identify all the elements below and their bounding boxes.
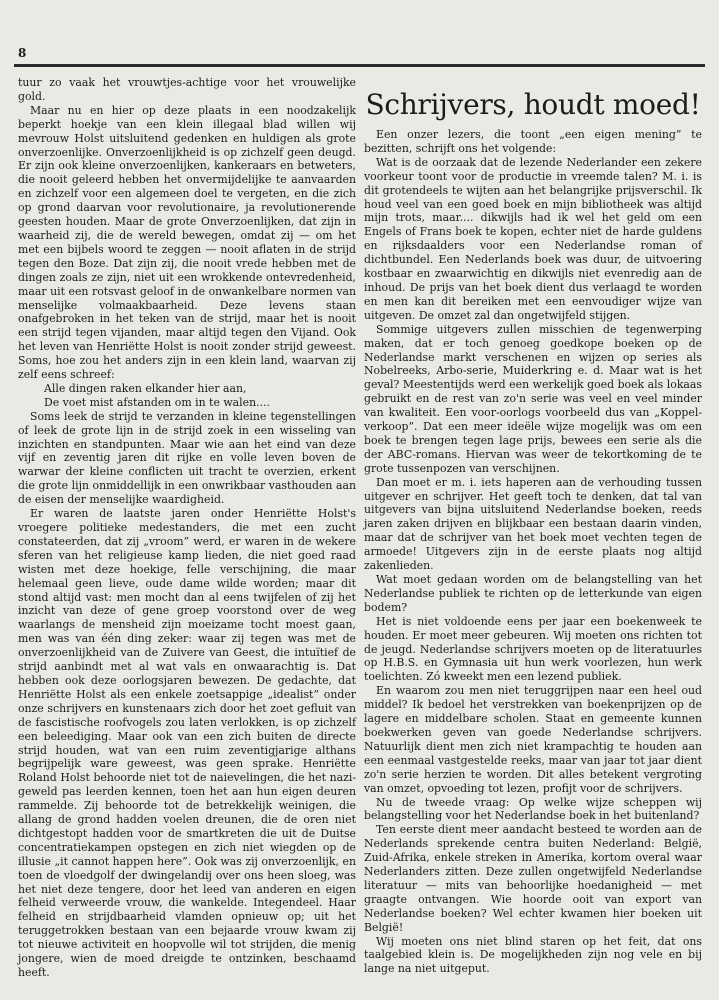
left-column: [18, 76, 356, 980]
article-paragraph: Wat is de oorzaak dat de lezende Nederlander een zekere voorkeur toont voor de productie in vreemde talen? M. i. is dit grotendeels te wijten aan het belangrijke prijsverschil. Ik houd veel van een goed boek en mijn bibliotheek was altijd mijn trots, maar.... dikwijls had ik wel het geld om een Engels of Frans boek te kopen, echter niet de harde guldens en rijksdaalders voor een Nederlandse roman of dichtbundel. Een Nederlands boek was duur, de uitvoering kostbaar en zwaarwichtig en dikwijls niet evenredig aan de inhoud. De prijs van het boek dient dus verlaagd te worden en men kan dit bereiken met een eenvoudiger wijze van uitgeven. De omzet zal dan ongetwijfeld stijgen.: [364, 155, 702, 322]
article-paragraph: Het is niet voldoende eens per jaar een boekenweek te houden. Er moet meer gebeuren. Wij moeten ons richten tot de jeugd. Nederlandse schrijvers moeten op de literatuurles op H.B.S. en Gymnasia uit hun werk voorlezen, hun werk toelichten. Zó kweekt men een lezend publiek.: [364, 614, 702, 684]
article-paragraph: Soms leek de strijd te verzanden in kleine tegenstellingen of leek de grote lijn in de strijd zoek in een wisseling van inzichten en standpunten. Maar wie aan het eind van deze vijf en zeventig jaren dit rijke en volle leven boven de warwar der kleine conflicten uit tracht te overzien, erkent die grote lijn onmiddellijk in een onwrikbaar vasthouden aan de eisen der menselijke waardigheid.: [18, 409, 356, 507]
article-paragraph: Maar nu en hier op deze plaats in een noodzakelijk beperkt hoekje van een klein illegaal blad willen wij mevrouw Holst uitsluitend gedenken en huldigen als grote onverzoenlijke. Onverzoenlijkheid is op zichzelf geen deugd. Er zijn ook kleine onverzoenlijken, kankeraars en betweters, die nooit geleerd hebben het onvermijdelijke te aanvaarden en zichzelf voor een algemeen doel te vergeten, en die zich op grond daarvan voor revolutionaire, ja revolutionerende geesten houden. Maar de grote Onverzoenlijken, dat zijn in waarheid zij, die de wereld bewegen, omdat zij — om het met een bijbels woord te zeggen — nooit aflaten in de strijd tegen den Boze. Dat zijn zij, die nooit vrede hebben met de dingen zoals ze zijn, niet uit een wrokkende ontevredenheid, maar uit een rotsvast geloof in de onwankelbare normen van menselijke volmaakbaarheid. Deze levens staan onafgebroken in het teken van de strijd, maar het is nooit een strijd tegen vijanden, maar altijd tegen den Vijand. Ook het leven van Henriëtte Holst is nooit zonder strijd geweest. Soms, hoe zou het anders zijn in een klein land, waarvan zij zelf eens schreef:: [18, 103, 356, 382]
article-paragraph: Dan moet er m. i. iets haperen aan de verhouding tussen uitgever en schrijver. Het geeft toch te denken, dat tal van uitgevers van bijna uitsluitend Nederlandse boeken, reeds jaren zaken drijven en blijkbaar een bestaan daarin vinden, maar dat de schrijver van het boek moet vechten tegen de armoede! Uitgevers zijn in de eerste plaats nog altijd zakenlieden.: [364, 475, 702, 573]
article-paragraph: Nu de tweede vraag: Op welke wijze scheppen wij belangstelling voor het Nederlandse boek in het buitenland?: [364, 795, 702, 823]
right-column: [364, 76, 702, 976]
article-paragraph: Wij moeten ons niet blind staren op het feit, dat ons taalgebied klein is. De mogelijkheden zijn nog vele en bij lange na niet uitgeput.: [364, 934, 702, 976]
article-paragraph: Wat moet gedaan worden om de belangstelling van het Nederlandse publiek te richten op de letterkunde van eigen bodem?: [364, 573, 702, 614]
header-rule: [14, 64, 705, 67]
article-paragraph: Ten eerste dient meer aandacht besteed te worden aan de Nederlands sprekende centra buiten Nederland: België, Zuid-Afrika, enkele streken in Amerika, kortom overal waar Nederlanders zitten. Deze zullen ongetwijfeld Nederlandse literatuur — mits van behoorlijke hoedanigheid — met graagte ontvangen. Wie hoorde ooit van export van Nederlandse boeken? Wel echter kwamen hier boeken uit België!: [364, 823, 702, 934]
article-paragraph: Er waren de laatste jaren onder Henriëtte Holst's vroegere politieke medestanders, die met een zucht constateerden, dat zij „vroom” werd, er waren in de wekere sferen van het religieuse kamp lieden, die niet goed raad wisten met deze hoekige, felle verschijning, die maar helemaal geen lieve, oude dame wilde worden; maar dit stond altijd vast: men mocht dan al eens twijfelen of zij het inzicht van deze of gene groep voorstond over de weg waarlangs de mensheid zijn moeizame tocht moest gaan, men was van één ding zeker: waar zij tegen was met de onverzoenlijkheid van de Zuivere van Geest, die intuïtief de strijd aanbindt met al wat vals en onwaarachtig is. Dat hebben ook deze oorlogsjaren bewezen. De gedachte, dat Henriëtte Holst als een enkele zoetsappige „idealist” onder onze schrijvers en kunstenaars zich door het zoet gefluit van de fascistische roofvogels zou laten verlokken, is op zichzelf een beleediging. Maar ook van een zich buiten de directe strijd houden, wat van een ruim zeventigjarige althans begrijpelijk ware geweest, was geen sprake. Henriëtte Roland Holst behoorde niet tot de naievelingen, die het nazi-geweld pas leerden kennen, toen het aan hun eigen deuren rammelde. Zij behoorde tot de betrekkelijk weinigen, die allang de grond hadden voelen dreunen, die de oren niet dichtgestopt hadden voor de smartkreten die uit de Duitse concentratiekampen opstegen en zich niet wiegden op de illusie „it cannot happen here”. Ook was zij onverzoenlijk, en toen de vloedgolf der dwingelandij over ons heen sloeg, was het niet deze tengere, door het leed van anderen en eigen felheid verweerde vrouw, die wankelde. Integendeel. Haar felheid en strijdbaarheid vlamden opnieuw op; uit het teruggetrokken bestaan van een bejaarde vrouw kwam zij tot nieuwe activiteit en hoopvolle wil tot strijden, die menig jongere, wien de moed dreigde te ontzinken, beschaamd heeft.: [18, 507, 356, 979]
poem-line: De voet mist afstanden om in te walen....: [44, 395, 270, 409]
poem-quote: [18, 382, 356, 410]
poem-line: Alle dingen raken elkander hier aan,: [44, 381, 247, 395]
article-paragraph: Een onzer lezers, die toont „een eigen mening” te bezitten, schrijft ons het volgende:: [364, 128, 702, 155]
article-paragraph: Sommige uitgevers zullen misschien de tegenwerping maken, dat er toch genoeg goedkope boeken op de Nederlandse markt verschenen en wijzen op series als Nobelreeks, Arbo-serie, Muiderkring e. d. Maar wat is het geval? Meestentijds werd een werkelijk goed boek als lokaas gebruikt en de rest van zo'n serie was veel en veel minder van kwaliteit. Een voor-oorlogs voorbeeld dus van „Koppel-verkoop”. Dat een meer ideële wijze mogelijk was om een boek te brengen tegen lage prijs, bewees een serie als die der ABC-romans. Hiervan was weer de tekortkoming de te grote tussenpozen van verschijnen.: [364, 322, 702, 475]
page-number: 8: [18, 46, 27, 60]
article-paragraph: En waarom zou men niet teruggrijpen naar een heel oud middel? Ik bedoel het verstrekken van boekenprijzen op de lagere en middelbare scholen. Staat en gemeente kunnen boekwerken geven van goede Nederlandse schrijvers. Natuurlijk dient men zich niet krampachtig te houden aan een eenmaal vastgestelde reeks, maar van jaar tot jaar dient zo'n serie herzien te worden. Dit alles betekent vergroting van omzet, opvoeding tot lezen, profijt voor de schrijvers.: [364, 684, 702, 795]
article-continuation-intro: tuur zo vaak het vrouwtjes-achtige voor het vrouwelijke gold.: [18, 76, 356, 103]
article-headline: Schrijvers, houdt moed!: [365, 88, 701, 121]
